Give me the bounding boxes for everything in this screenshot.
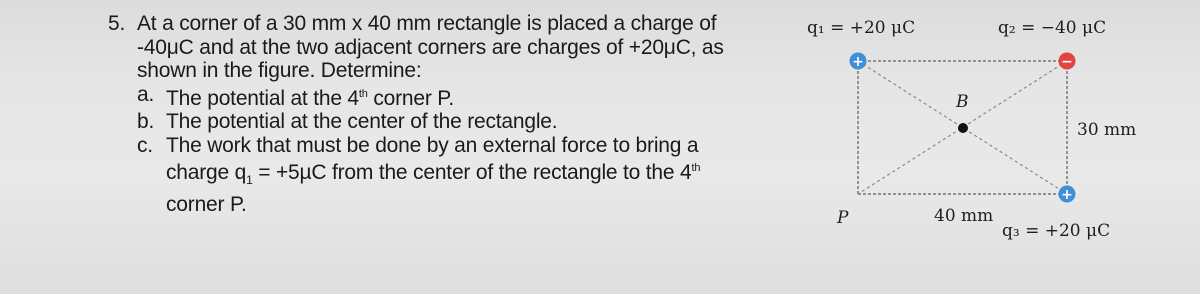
width-label: 40 mm [934, 206, 994, 226]
stem-text: shown in the figure. Determine: [137, 59, 422, 82]
stem-text: At a corner of a 30 mm x 40 mm rectangle is placed a charge of [137, 12, 717, 35]
item-text: The potential at the center of the rectangle. [166, 110, 558, 133]
item-letter: b. [137, 110, 155, 133]
item-text: charge $q_1 = +5\mu C$ from the center of the rectangle to the 4th [166, 161, 701, 188]
item-letter: a. [137, 82, 155, 106]
item-text: The potential at the 4th corner P. [166, 86, 455, 110]
center-label: B [956, 92, 969, 112]
q1-label: q₁ = +20 μC [807, 18, 916, 38]
item-letter: c. [137, 133, 153, 157]
q3-label: q₃ = +20 μC [1002, 221, 1111, 241]
q2-label: q₂ = −40 μC [998, 18, 1107, 38]
item-text: corner P. [166, 192, 247, 216]
stem-text: -40μC and at the two adjacent corners are charges of +20μC, as [137, 35, 724, 59]
center-point [958, 123, 968, 133]
height-label: 30 mm [1077, 120, 1137, 140]
plus-sign-icon: + [852, 54, 864, 70]
item-text: The work that must be done by an external force to bring a [166, 133, 699, 157]
plus-sign-icon: + [1061, 187, 1073, 203]
minus-sign-icon: − [1061, 54, 1073, 70]
corner-p-label: P [837, 208, 849, 228]
problem-number: 5. [108, 12, 126, 35]
